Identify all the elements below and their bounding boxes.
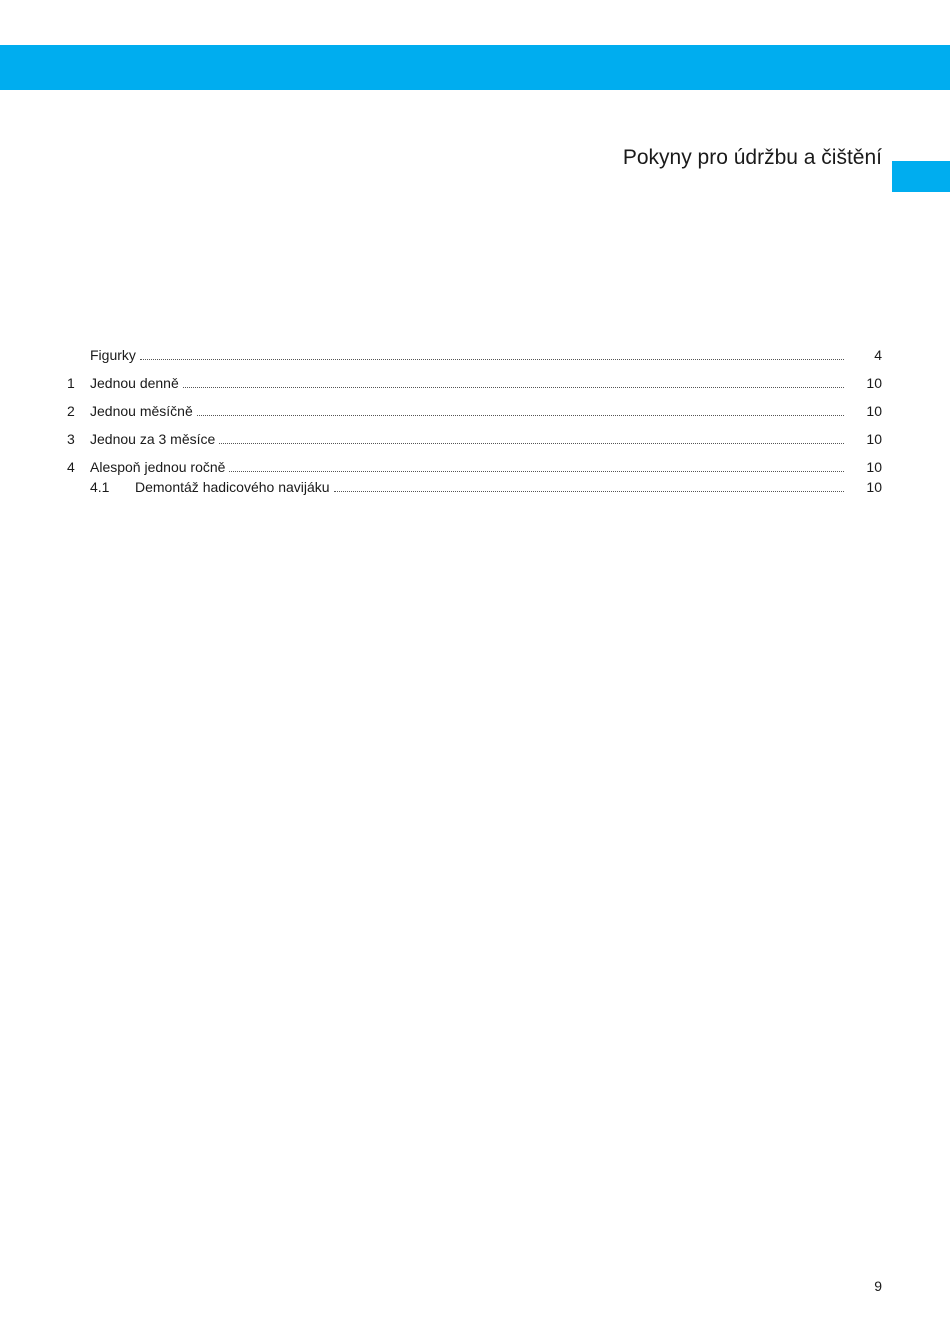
page-title: Pokyny pro údržbu a čištění xyxy=(622,146,882,169)
toc-dot-leader xyxy=(140,358,844,360)
toc-subentry-number: 4.1 xyxy=(90,479,110,495)
toc-subentry-4-1[interactable] xyxy=(60,477,882,497)
toc-entry-label: Figurky xyxy=(90,347,136,363)
page-number: 9 xyxy=(874,1278,882,1294)
toc-entry-1[interactable] xyxy=(60,373,882,393)
table-of-contents xyxy=(60,345,882,497)
toc-entry-number: 3 xyxy=(67,431,75,447)
toc-dot-leader xyxy=(334,490,844,492)
toc-subentry-label: Demontáž hadicového navijáku xyxy=(135,479,330,495)
toc-entry-page: 10 xyxy=(866,403,882,419)
toc-entry-page: 10 xyxy=(866,375,882,391)
toc-entry-number: 1 xyxy=(67,375,75,391)
toc-dot-leader xyxy=(219,442,844,444)
toc-entry-label: Jednou denně xyxy=(90,375,179,391)
toc-entry-label: Jednou měsíčně xyxy=(90,403,193,419)
toc-entry-page: 10 xyxy=(866,459,882,475)
toc-entry-figurky[interactable] xyxy=(60,345,882,365)
toc-entry-3[interactable] xyxy=(60,429,882,449)
toc-entry-page: 4 xyxy=(874,347,882,363)
toc-dot-leader xyxy=(229,470,844,472)
toc-subentry-page: 10 xyxy=(866,479,882,495)
toc-dot-leader xyxy=(183,386,844,388)
toc-entry-2[interactable] xyxy=(60,401,882,421)
toc-entry-label: Jednou za 3 měsíce xyxy=(90,431,216,447)
toc-entry-4[interactable] xyxy=(60,457,882,477)
toc-entry-number: 4 xyxy=(67,459,75,475)
header-color-band xyxy=(0,45,950,90)
chapter-tab-marker xyxy=(892,161,950,192)
toc-entry-number: 2 xyxy=(67,403,75,419)
toc-entry-page: 10 xyxy=(866,431,882,447)
toc-dot-leader xyxy=(197,414,844,416)
toc-entry-label: Alespoň jednou ročně xyxy=(90,459,226,475)
